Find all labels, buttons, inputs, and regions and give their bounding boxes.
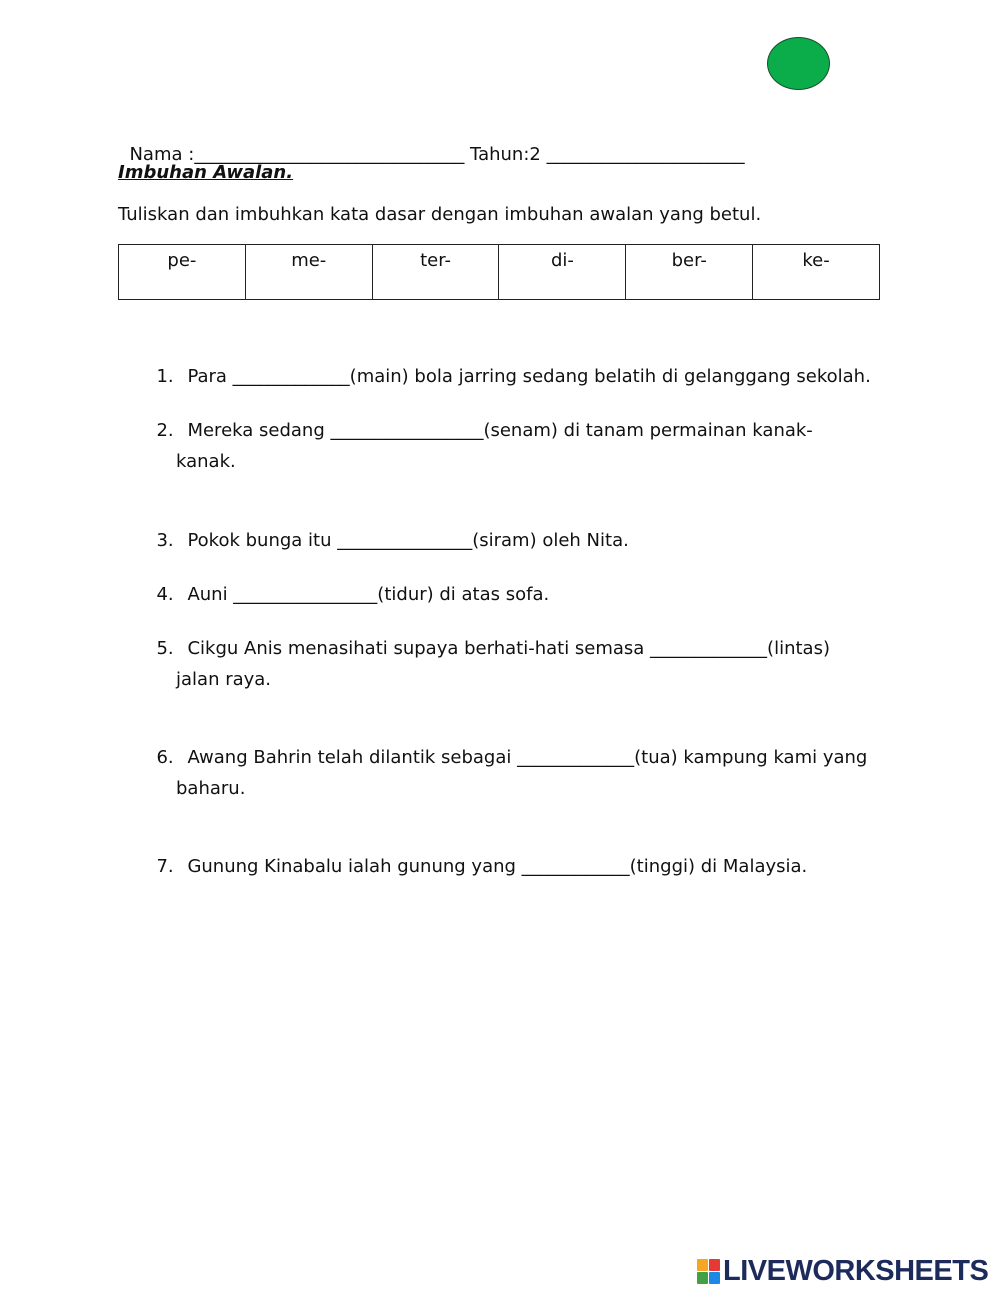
instruction-text: Tuliskan dan imbuhkan kata dasar dengan imbuhan awalan yang betul. bbox=[118, 204, 762, 225]
question-number: 1. bbox=[156, 366, 174, 387]
question-number: 4. bbox=[156, 584, 174, 605]
question-text[interactable]: Cikgu Anis menasihati supaya berhati-hati semasa _____________(lintas) bbox=[187, 638, 830, 659]
prefix-cell: pe- bbox=[119, 245, 246, 300]
question-item bbox=[145, 613, 830, 661]
question-text[interactable]: Mereka sedang _________________(senam) di tanam permainan kanak- bbox=[187, 420, 813, 441]
question-number: 3. bbox=[156, 530, 174, 551]
question-item bbox=[145, 341, 871, 389]
question-item bbox=[145, 505, 629, 553]
question-item bbox=[145, 559, 549, 607]
question-item bbox=[145, 722, 867, 770]
question-continuation: kanak. bbox=[176, 451, 236, 472]
liveworksheets-logo-icon bbox=[697, 1259, 720, 1284]
brand-text: LIVEWORKSHEETS bbox=[723, 1254, 989, 1287]
question-item bbox=[145, 395, 813, 443]
question-continuation: jalan raya. bbox=[176, 669, 272, 690]
logo-block bbox=[697, 1272, 708, 1284]
liveworksheets-brand bbox=[697, 1255, 988, 1287]
logo-block bbox=[709, 1259, 720, 1271]
prefix-cell: ber- bbox=[626, 245, 753, 300]
question-number: 7. bbox=[156, 856, 174, 877]
question-text[interactable]: Pokok bunga itu _______________(siram) oleh Nita. bbox=[187, 530, 629, 551]
prefix-row bbox=[119, 245, 880, 300]
question-number: 5. bbox=[156, 638, 174, 659]
prefix-table bbox=[118, 244, 880, 300]
student-info-row bbox=[118, 119, 745, 167]
logo-block bbox=[697, 1259, 708, 1271]
question-number: 2. bbox=[156, 420, 174, 441]
question-text[interactable]: Awang Bahrin telah dilantik sebagai _____________(tua) kampung kami yang bbox=[187, 747, 868, 768]
green-circle-marker bbox=[767, 37, 830, 90]
logo-block bbox=[709, 1272, 720, 1284]
year-blank[interactable]: ______________________ bbox=[546, 144, 745, 165]
prefix-cell: ke- bbox=[753, 245, 880, 300]
prefix-cell: me- bbox=[245, 245, 372, 300]
question-item bbox=[145, 831, 807, 879]
question-continuation: baharu. bbox=[176, 778, 246, 799]
name-blank[interactable]: ______________________________ bbox=[194, 144, 465, 165]
prefix-cell: ter- bbox=[372, 245, 499, 300]
year-label: Tahun:2 bbox=[470, 144, 541, 165]
question-number: 6. bbox=[156, 747, 174, 768]
prefix-cell: di- bbox=[499, 245, 626, 300]
question-text[interactable]: Auni ________________(tidur) di atas sofa. bbox=[187, 584, 550, 605]
question-text[interactable]: Gunung Kinabalu ialah gunung yang ____________(tinggi) di Malaysia. bbox=[187, 856, 808, 877]
question-text[interactable]: Para _____________(main) bola jarring sedang belatih di gelanggang sekolah. bbox=[187, 366, 871, 387]
section-title: Imbuhan Awalan. bbox=[118, 162, 294, 183]
name-label: Nama : bbox=[129, 144, 195, 165]
